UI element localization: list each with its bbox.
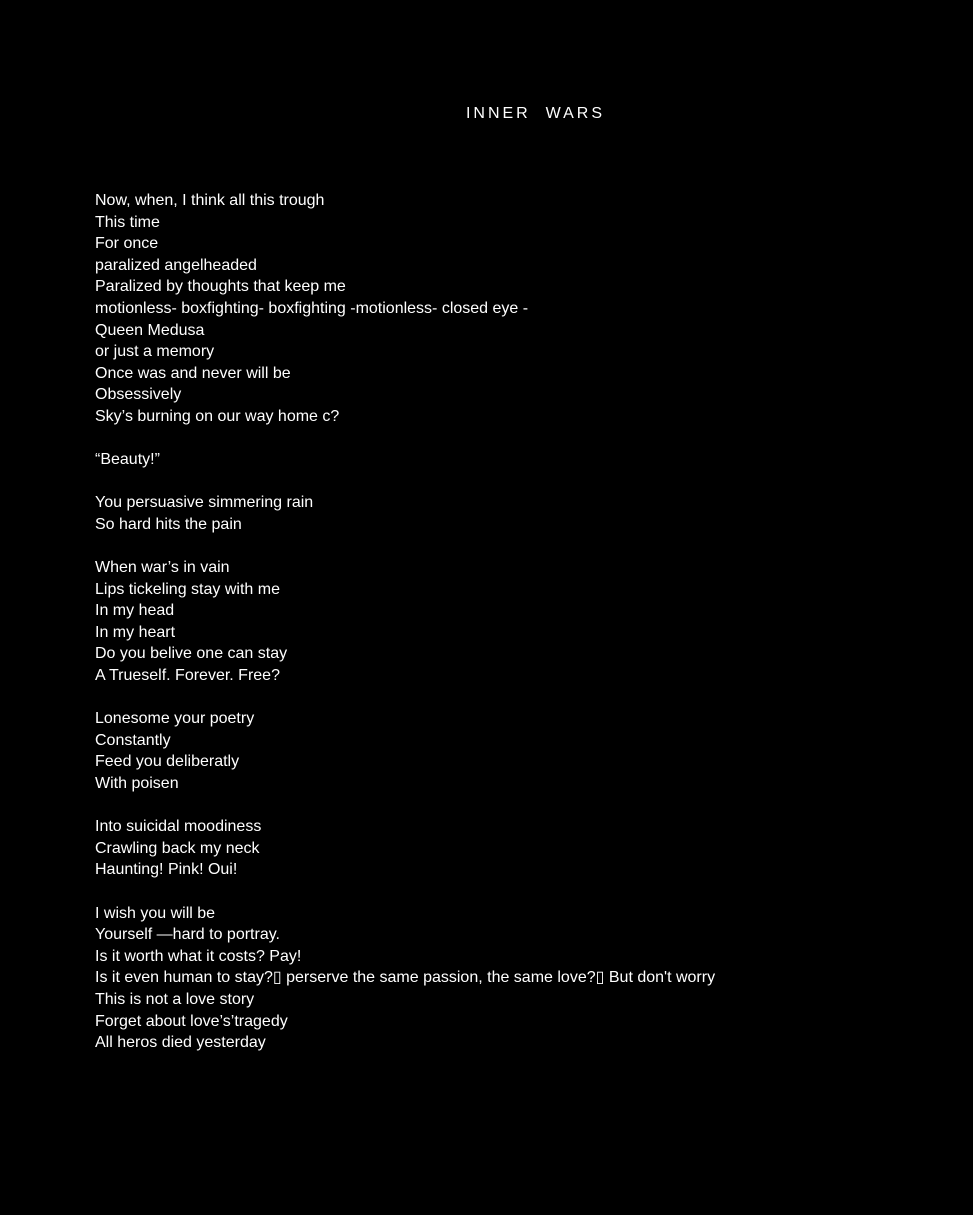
poem-line: Forget about love’s’tragedy xyxy=(95,1012,288,1030)
poem-line: With poisen xyxy=(95,775,179,793)
stanza xyxy=(95,903,955,1054)
poem-line: Now, when, I think all this trough xyxy=(95,192,325,209)
poem-line: Once was and never will be xyxy=(95,364,291,382)
stanza-gap xyxy=(95,687,955,709)
stanza xyxy=(95,449,955,471)
poem-line: For once xyxy=(95,235,159,253)
poem-line: or just a memory xyxy=(95,343,215,361)
stanza xyxy=(95,816,955,881)
stanza-gap xyxy=(95,881,955,903)
poem-line: Obsessively xyxy=(95,386,182,404)
poem-title: INNER WARS xyxy=(465,105,606,122)
poem-line: Lonesome your poetry xyxy=(95,710,255,728)
poem-line: Into suicidal moodiness xyxy=(95,818,262,836)
poem-line: Paralized by thoughts that keep me xyxy=(95,278,346,296)
stanza xyxy=(95,708,955,794)
poem-line: paralized angelheaded xyxy=(95,256,257,274)
poem-line: This is not a love story xyxy=(95,990,255,1008)
poem-line: Lips tickeling stay with me xyxy=(95,580,280,598)
poem-line: In my heart xyxy=(95,623,176,641)
poem-line: You persuasive simmering rain xyxy=(95,494,314,512)
poem-line: Is it even human to stay?▯ perserve the same passion, the same love?▯ But don't worry xyxy=(95,969,716,987)
poem-line: Crawling back my neck xyxy=(95,839,260,857)
poem-line: Do you belive one can stay xyxy=(95,645,288,663)
poem-line: So hard hits the pain xyxy=(95,515,242,533)
poem-line: Is it worth what it costs? Pay! xyxy=(95,947,302,965)
stanza xyxy=(95,557,955,687)
stanza-gap xyxy=(95,795,955,817)
poem-line: When war’s in vain xyxy=(95,559,230,577)
poem-line: Constantly xyxy=(95,731,171,749)
stanza-gap xyxy=(95,536,955,558)
poem-line: A Trueself. Forever. Free? xyxy=(95,667,280,685)
stanza-gap xyxy=(95,428,955,450)
poem-line: Feed you deliberatly xyxy=(95,753,240,771)
stanza xyxy=(95,190,955,428)
poem-line: motionless- boxfighting- boxfighting -motionless- closed eye - xyxy=(95,299,529,317)
poem-line: “Beauty!” xyxy=(95,451,160,469)
poem-line: In my head xyxy=(95,602,175,620)
stanza xyxy=(95,492,955,535)
poem-body xyxy=(95,190,955,1054)
poem-line: This time xyxy=(95,213,160,231)
poem-line: Haunting! Pink! Oui! xyxy=(95,861,238,879)
poem-line: Queen Medusa xyxy=(95,321,205,339)
stanza-gap xyxy=(95,471,955,493)
poem-line: Sky’s burning on our way home c? xyxy=(95,407,340,425)
poem-line: Yourself —hard to portray. xyxy=(95,926,280,944)
poem-line: All heros died yesterday xyxy=(95,1034,266,1052)
poem-line: I wish you will be xyxy=(95,904,216,922)
